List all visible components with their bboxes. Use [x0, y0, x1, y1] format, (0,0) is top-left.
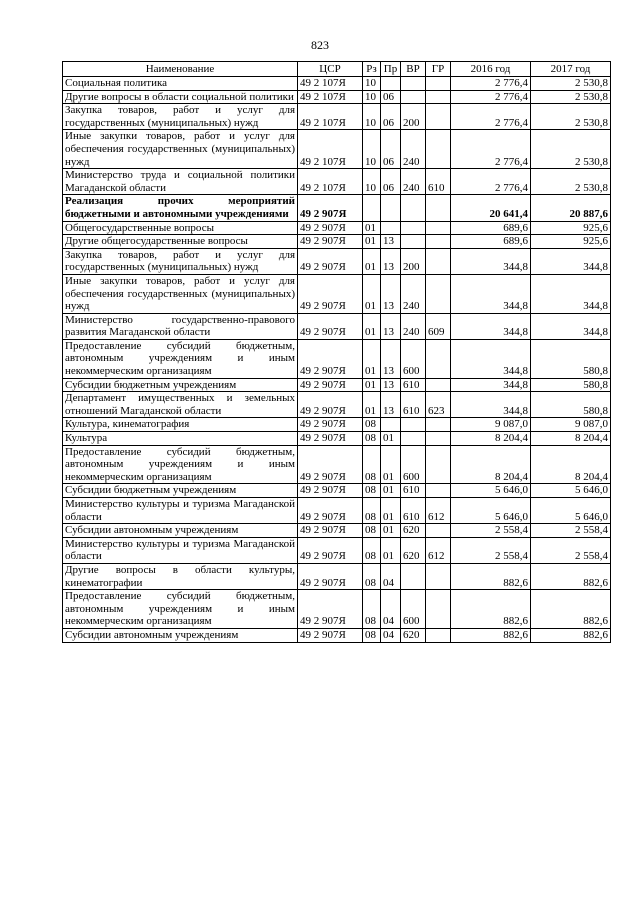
cell-vr: 240: [401, 274, 426, 313]
cell-2017: 344,8: [531, 313, 611, 339]
cell-rz: 08: [363, 418, 381, 432]
cell-vr: 610: [401, 392, 426, 418]
column-header-2017: 2017 год: [531, 62, 611, 77]
table-row: [63, 628, 611, 642]
cell-name: Социальная политика: [63, 77, 298, 91]
cell-2017: 5 646,0: [531, 498, 611, 524]
cell-csr: 49 2 907Я: [298, 274, 363, 313]
cell-vr: [401, 90, 426, 104]
cell-pr: 01: [381, 498, 401, 524]
cell-2016: 882,6: [451, 590, 531, 629]
cell-2016: 8 204,4: [451, 445, 531, 484]
cell-vr: 600: [401, 590, 426, 629]
cell-2017: 2 558,4: [531, 537, 611, 563]
cell-csr: 49 2 907Я: [298, 537, 363, 563]
cell-2017: 5 646,0: [531, 484, 611, 498]
cell-gr: 612: [426, 537, 451, 563]
cell-pr: 04: [381, 628, 401, 642]
cell-csr: 49 2 907Я: [298, 378, 363, 392]
cell-rz: 10: [363, 130, 381, 169]
table-row: [63, 378, 611, 392]
cell-csr: 49 2 907Я: [298, 484, 363, 498]
cell-2017: 580,8: [531, 378, 611, 392]
cell-rz: 08: [363, 563, 381, 589]
cell-pr: 13: [381, 235, 401, 249]
cell-pr: 04: [381, 590, 401, 629]
column-header-pr: Пр: [381, 62, 401, 77]
cell-csr: 49 2 907Я: [298, 392, 363, 418]
cell-name: Закупка товаров, работ и услуг для государственных (муниципальных) нужд: [63, 248, 298, 274]
cell-pr: 01: [381, 432, 401, 446]
cell-name: Предоставление субсидий бюджетным, автономным учреждениям и иным некоммерческим организациям: [63, 339, 298, 378]
cell-pr: 06: [381, 169, 401, 195]
cell-2017: 925,6: [531, 221, 611, 235]
cell-pr: 13: [381, 378, 401, 392]
table-row: [63, 484, 611, 498]
cell-2016: 2 776,4: [451, 90, 531, 104]
table-row: [63, 221, 611, 235]
cell-2016: 2 776,4: [451, 169, 531, 195]
cell-name: Предоставление субсидий бюджетным, автономным учреждениям и иным некоммерческим организациям: [63, 445, 298, 484]
table-row: [63, 77, 611, 91]
table-row: [63, 339, 611, 378]
cell-vr: 620: [401, 628, 426, 642]
cell-pr: 01: [381, 445, 401, 484]
cell-gr: [426, 248, 451, 274]
cell-name: Другие общегосударственные вопросы: [63, 235, 298, 249]
cell-pr: 01: [381, 524, 401, 538]
cell-csr: 49 2 107Я: [298, 90, 363, 104]
cell-rz: 08: [363, 445, 381, 484]
cell-2017: 344,8: [531, 274, 611, 313]
cell-rz: 10: [363, 104, 381, 130]
table-row: [63, 498, 611, 524]
cell-vr: 600: [401, 445, 426, 484]
cell-vr: 240: [401, 130, 426, 169]
cell-2017: 580,8: [531, 392, 611, 418]
cell-gr: [426, 484, 451, 498]
cell-2016: 8 204,4: [451, 432, 531, 446]
cell-2017: 344,8: [531, 248, 611, 274]
cell-vr: 600: [401, 339, 426, 378]
cell-rz: 01: [363, 339, 381, 378]
table-row: [63, 169, 611, 195]
cell-name: Закупка товаров, работ и услуг для государственных (муниципальных) нужд: [63, 104, 298, 130]
table-row: [63, 274, 611, 313]
cell-pr: [381, 221, 401, 235]
cell-gr: [426, 590, 451, 629]
cell-name: Министерство государственно-правового развития Магаданской области: [63, 313, 298, 339]
cell-rz: 08: [363, 628, 381, 642]
column-header-rz: Рз: [363, 62, 381, 77]
cell-2017: 2 530,8: [531, 169, 611, 195]
cell-name: Министерство культуры и туризма Магаданской области: [63, 537, 298, 563]
cell-csr: 49 2 907Я: [298, 235, 363, 249]
cell-gr: [426, 221, 451, 235]
cell-2016: 5 646,0: [451, 498, 531, 524]
cell-gr: [426, 628, 451, 642]
cell-rz: 08: [363, 524, 381, 538]
cell-gr: 610: [426, 169, 451, 195]
cell-pr: 06: [381, 130, 401, 169]
cell-vr: 240: [401, 313, 426, 339]
cell-2016: 20 641,4: [451, 195, 531, 221]
table-row: [63, 104, 611, 130]
cell-csr: 49 2 107Я: [298, 130, 363, 169]
cell-vr: 620: [401, 537, 426, 563]
cell-2016: 2 776,4: [451, 104, 531, 130]
cell-2016: 689,6: [451, 235, 531, 249]
cell-name: Другие вопросы в области культуры, кинематографии: [63, 563, 298, 589]
cell-rz: 01: [363, 378, 381, 392]
table-row: [63, 90, 611, 104]
cell-2016: 344,8: [451, 392, 531, 418]
cell-gr: [426, 90, 451, 104]
cell-vr: 620: [401, 524, 426, 538]
cell-rz: 01: [363, 248, 381, 274]
cell-vr: 610: [401, 484, 426, 498]
cell-rz: 01: [363, 313, 381, 339]
cell-pr: [381, 195, 401, 221]
cell-name: Культура, кинематография: [63, 418, 298, 432]
cell-2016: 9 087,0: [451, 418, 531, 432]
table-row: [63, 418, 611, 432]
cell-csr: 49 2 907Я: [298, 339, 363, 378]
cell-2017: 580,8: [531, 339, 611, 378]
cell-2017: 882,6: [531, 563, 611, 589]
cell-csr: 49 2 907Я: [298, 628, 363, 642]
cell-csr: 49 2 907Я: [298, 524, 363, 538]
cell-rz: 10: [363, 169, 381, 195]
cell-csr: 49 2 907Я: [298, 418, 363, 432]
cell-2016: 2 776,4: [451, 77, 531, 91]
cell-rz: 01: [363, 235, 381, 249]
table-row: [63, 524, 611, 538]
cell-gr: [426, 378, 451, 392]
cell-vr: 610: [401, 498, 426, 524]
cell-csr: 49 2 107Я: [298, 169, 363, 195]
cell-gr: 609: [426, 313, 451, 339]
cell-csr: 49 2 907Я: [298, 590, 363, 629]
cell-name: Иные закупки товаров, работ и услуг для обеспечения государственных (муниципальных) нужд: [63, 274, 298, 313]
cell-2016: 689,6: [451, 221, 531, 235]
cell-2016: 2 558,4: [451, 537, 531, 563]
cell-gr: [426, 195, 451, 221]
cell-csr: 49 2 107Я: [298, 77, 363, 91]
cell-vr: 240: [401, 169, 426, 195]
cell-vr: [401, 235, 426, 249]
table-row: [63, 590, 611, 629]
table-row: [63, 392, 611, 418]
cell-csr: 49 2 907Я: [298, 563, 363, 589]
cell-vr: [401, 418, 426, 432]
cell-gr: [426, 432, 451, 446]
cell-rz: 08: [363, 432, 381, 446]
cell-2017: 882,6: [531, 628, 611, 642]
cell-name: Культура: [63, 432, 298, 446]
cell-name: Министерство труда и социальной политики Магаданской области: [63, 169, 298, 195]
cell-rz: 08: [363, 484, 381, 498]
cell-pr: 04: [381, 563, 401, 589]
cell-gr: [426, 339, 451, 378]
table-row: [63, 235, 611, 249]
cell-2017: 2 558,4: [531, 524, 611, 538]
cell-name: Министерство культуры и туризма Магаданской области: [63, 498, 298, 524]
cell-gr: [426, 524, 451, 538]
cell-2016: 344,8: [451, 339, 531, 378]
table-body: [63, 77, 611, 643]
cell-vr: [401, 195, 426, 221]
cell-name: Предоставление субсидий бюджетным, автономным учреждениям и иным некоммерческим организациям: [63, 590, 298, 629]
cell-gr: [426, 104, 451, 130]
cell-name: Иные закупки товаров, работ и услуг для обеспечения государственных (муниципальных) нужд: [63, 130, 298, 169]
cell-2016: 882,6: [451, 563, 531, 589]
cell-gr: 612: [426, 498, 451, 524]
table-row: [63, 432, 611, 446]
cell-vr: [401, 563, 426, 589]
cell-rz: 01: [363, 392, 381, 418]
cell-vr: 200: [401, 104, 426, 130]
cell-gr: [426, 77, 451, 91]
cell-gr: [426, 563, 451, 589]
cell-name: Субсидии бюджетным учреждениям: [63, 378, 298, 392]
cell-csr: 49 2 907Я: [298, 445, 363, 484]
cell-2016: 344,8: [451, 313, 531, 339]
cell-pr: 01: [381, 537, 401, 563]
cell-2016: 5 646,0: [451, 484, 531, 498]
cell-gr: [426, 445, 451, 484]
cell-name: Реализация прочих мероприятий бюджетными и автономными учреждениями: [63, 195, 298, 221]
cell-name: Другие вопросы в области социальной политики: [63, 90, 298, 104]
column-header-name: Наименование: [63, 62, 298, 77]
cell-pr: 13: [381, 248, 401, 274]
cell-vr: [401, 77, 426, 91]
cell-rz: 10: [363, 77, 381, 91]
page-number: 823: [311, 38, 329, 52]
cell-gr: [426, 130, 451, 169]
cell-vr: 610: [401, 378, 426, 392]
cell-name: Субсидии автономным учреждениям: [63, 524, 298, 538]
cell-rz: 08: [363, 498, 381, 524]
cell-pr: 13: [381, 274, 401, 313]
cell-pr: [381, 77, 401, 91]
cell-2017: 9 087,0: [531, 418, 611, 432]
cell-pr: 13: [381, 392, 401, 418]
cell-csr: 49 2 907Я: [298, 498, 363, 524]
cell-2017: 882,6: [531, 590, 611, 629]
cell-name: Субсидии автономным учреждениям: [63, 628, 298, 642]
cell-csr: 49 2 907Я: [298, 195, 363, 221]
cell-csr: 49 2 907Я: [298, 248, 363, 274]
table-row: [63, 248, 611, 274]
cell-rz: 08: [363, 537, 381, 563]
table-row: [63, 445, 611, 484]
cell-gr: [426, 418, 451, 432]
table-row: [63, 313, 611, 339]
cell-name: Субсидии бюджетным учреждениям: [63, 484, 298, 498]
budget-table: [62, 61, 611, 643]
cell-2017: 8 204,4: [531, 445, 611, 484]
cell-2016: 2 558,4: [451, 524, 531, 538]
cell-name: Общегосударственные вопросы: [63, 221, 298, 235]
cell-csr: 49 2 107Я: [298, 104, 363, 130]
cell-pr: 06: [381, 90, 401, 104]
cell-pr: 13: [381, 313, 401, 339]
column-header-csr: ЦСР: [298, 62, 363, 77]
cell-2016: 344,8: [451, 378, 531, 392]
cell-name: Департамент имущественных и земельных отношений Магаданской области: [63, 392, 298, 418]
column-header-gr: ГР: [426, 62, 451, 77]
cell-2016: 2 776,4: [451, 130, 531, 169]
table-header-row: [63, 62, 611, 77]
cell-2017: 925,6: [531, 235, 611, 249]
column-header-vr: ВР: [401, 62, 426, 77]
cell-2016: 344,8: [451, 274, 531, 313]
cell-vr: [401, 432, 426, 446]
cell-gr: [426, 274, 451, 313]
cell-2016: 882,6: [451, 628, 531, 642]
table-row: [63, 563, 611, 589]
cell-csr: 49 2 907Я: [298, 313, 363, 339]
cell-csr: 49 2 907Я: [298, 432, 363, 446]
cell-2017: 20 887,6: [531, 195, 611, 221]
cell-rz: [363, 195, 381, 221]
cell-2016: 344,8: [451, 248, 531, 274]
cell-rz: 01: [363, 221, 381, 235]
cell-csr: 49 2 907Я: [298, 221, 363, 235]
cell-vr: 200: [401, 248, 426, 274]
cell-gr: 623: [426, 392, 451, 418]
cell-pr: 01: [381, 484, 401, 498]
table-row: [63, 537, 611, 563]
table-row: [63, 130, 611, 169]
cell-2017: 2 530,8: [531, 130, 611, 169]
cell-gr: [426, 235, 451, 249]
column-header-2016: 2016 год: [451, 62, 531, 77]
cell-2017: 8 204,4: [531, 432, 611, 446]
cell-pr: [381, 418, 401, 432]
cell-pr: 13: [381, 339, 401, 378]
cell-rz: 08: [363, 590, 381, 629]
cell-2017: 2 530,8: [531, 90, 611, 104]
cell-rz: 10: [363, 90, 381, 104]
cell-rz: 01: [363, 274, 381, 313]
cell-pr: 06: [381, 104, 401, 130]
cell-2017: 2 530,8: [531, 104, 611, 130]
cell-vr: [401, 221, 426, 235]
cell-2017: 2 530,8: [531, 77, 611, 91]
table-row: [63, 195, 611, 221]
